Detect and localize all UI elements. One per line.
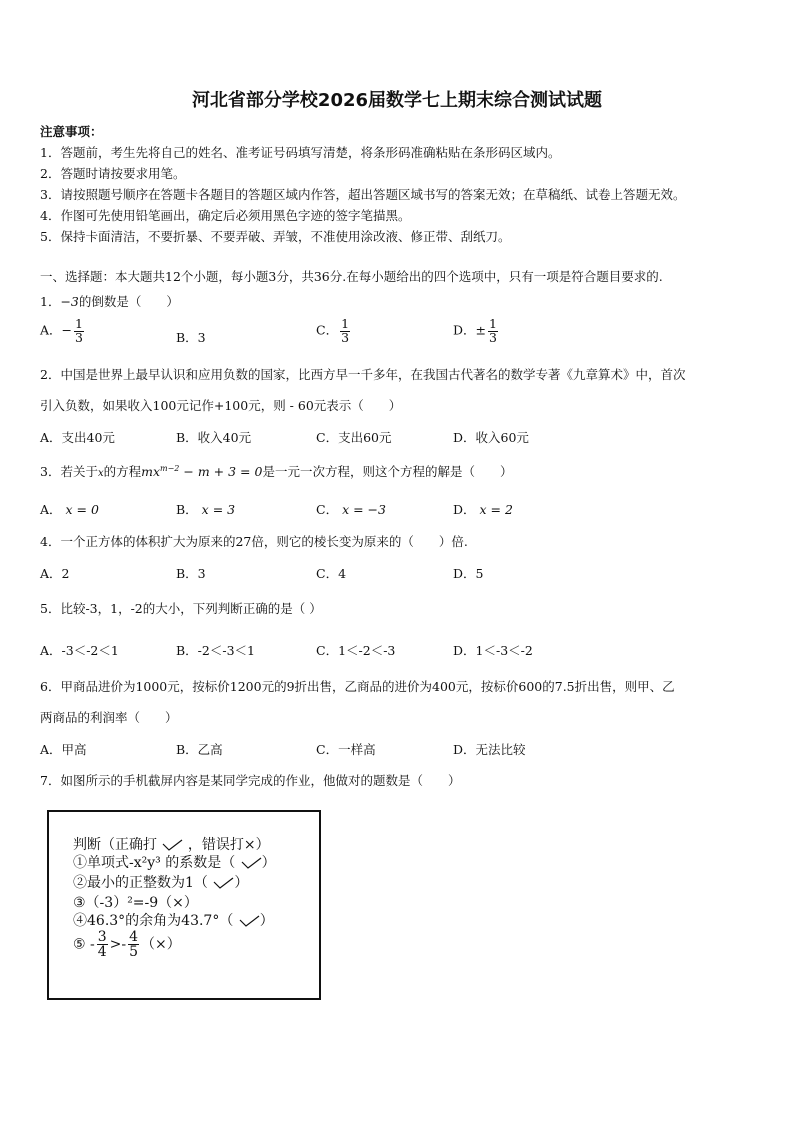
- question-2-stem: 引入负数，如果收入100元记作+100元，则 - 60元表示（ ）: [40, 398, 402, 413]
- q5-option-b: B．-2＜-3＜1: [176, 643, 255, 658]
- question-6-stem: 两商品的利润率（ ）: [40, 710, 178, 725]
- q5-option-a: A．-3＜-2＜1: [40, 643, 119, 658]
- check-mark-icon: [238, 915, 260, 927]
- q4-option-c: C．4: [316, 566, 347, 581]
- check-mark-icon: [240, 857, 262, 869]
- notice-heading: 注意事项：: [40, 124, 103, 139]
- notice-item: 5．保持卡面清洁，不要折暴、不要弄破、弄皱，不准使用涂改液、修正带、刮纸刀。: [40, 229, 511, 244]
- check-mark-icon: [161, 839, 183, 851]
- q6-option-b: B．乙高: [176, 742, 223, 757]
- q2-option-d: D．收入60元: [453, 430, 529, 445]
- question-7-stem: 7．如图所示的手机截屏内容是某同学完成的作业，他做对的题数是（ ）: [40, 773, 461, 788]
- question-6-stem: 6．甲商品进价为1000元，按标价1200元的9折出售，乙商品的进价为400元，按标价600的7.5折出售，则甲、乙: [40, 679, 675, 694]
- q1-option-a: A．− $\frac{1}{3}$: [40, 316, 83, 345]
- question-2-stem: 2．中国是世界上最早认识和应用负数的国家，比西方早一千多年，在我国古代著名的数学专著《九章算术》中，首次: [40, 367, 686, 382]
- q1-option-b: B．3: [176, 330, 206, 345]
- box-instruction: 判断（正确打 ，错误打×）: [73, 837, 270, 853]
- q2-option-a: A．支出40元: [40, 430, 115, 445]
- check-mark-icon: [212, 877, 234, 889]
- box-item-2: ②最小的正整数为1（ ）: [73, 875, 249, 891]
- box-item-5: ⑤ - $\frac{3}{4}$ >- $\frac{4}{5}$ （×）: [73, 929, 181, 960]
- q2-option-c: C．支出60元: [316, 430, 392, 445]
- question-5-stem: 5．比较-3，1，-2的大小，下列判断正确的是（ ）: [40, 601, 322, 616]
- notice-item: 3．请按照题号顺序在答题卡各题目的答题区域内作答，超出答题区域书写的答案无效；在草稿纸、试卷上答题无效。: [40, 187, 686, 202]
- q1-option-c: C． $\frac{1}{3}$: [316, 316, 350, 345]
- q2-option-b: B．收入40元: [176, 430, 252, 445]
- notice-item: 1．答题前，考生先将自己的姓名、准考证号码填写清楚，将条形码准确粘贴在条形码区域内。: [40, 145, 561, 160]
- notice-item: 4．作图可先使用铅笔画出，确定后必须用黑色字迹的签字笔描黑。: [40, 208, 411, 223]
- q4-option-b: B．3: [176, 566, 206, 581]
- homework-screenshot-box: [47, 810, 321, 1000]
- question-1-stem: 1．−3的倒数是（ ）: [40, 294, 179, 309]
- box-item-3: ③（-3）²=-9（×）: [73, 895, 198, 911]
- q3-option-a: A． x = 0: [40, 502, 99, 517]
- q5-option-c: C．1＜-2＜-3: [316, 643, 396, 658]
- section-heading: 一、选择题：本大题共12个小题，每小题3分，共36分.在每小题给出的四个选项中，只有一项是符合题目要求的.: [40, 269, 663, 284]
- notice-item: 2．答题时请按要求用笔。: [40, 166, 186, 181]
- question-3-stem: 3．若关于x的方程$mx^{m-2} - m + 3 = 0$是一元一次方程，则这个方程的解是（ ）: [40, 463, 513, 479]
- box-item-4: ④46.3°的余角为43.7°（ ）: [73, 913, 274, 929]
- q3-option-d: D． x = 2: [453, 502, 513, 517]
- q4-option-d: D．5: [453, 566, 484, 581]
- q6-option-c: C．一样高: [316, 742, 376, 757]
- question-4-stem: 4．一个正方体的体积扩大为原来的27倍，则它的棱长变为原来的（ ）倍.: [40, 534, 468, 549]
- q6-option-d: D．无法比较: [453, 742, 526, 757]
- q4-option-a: A．2: [40, 566, 70, 581]
- q3-option-b: B． x = 3: [176, 502, 236, 517]
- q6-option-a: A．甲高: [40, 742, 87, 757]
- box-item-1: ①单项式-x²y³ 的系数是（ ）: [73, 855, 276, 871]
- q5-option-d: D．1＜-3＜-2: [453, 643, 533, 658]
- page-title: 河北省部分学校2026届数学七上期末综合测试试题: [191, 90, 603, 111]
- q3-option-c: C． x = −3: [316, 502, 386, 517]
- q1-option-d: D．± $\frac{1}{3}$: [453, 316, 497, 345]
